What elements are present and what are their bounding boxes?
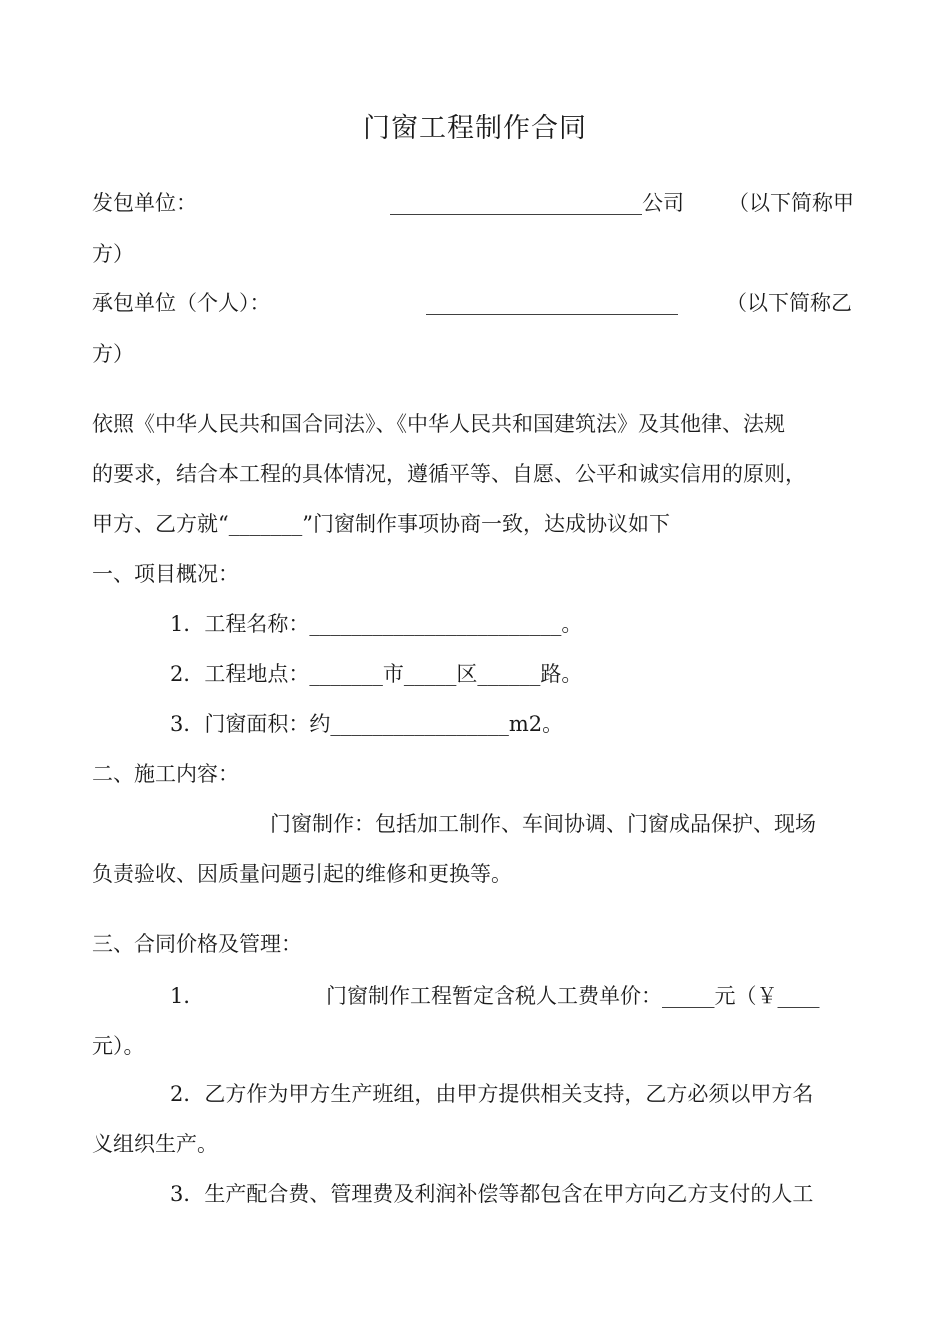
- preamble-line-2: 的要求，结合本工程的具体情况，遵循平等、自愿、公平和诚实信用的原则，: [92, 462, 806, 486]
- section-3-heading: 三、合同价格及管理：: [92, 932, 302, 956]
- party-a-note: （以下简称甲: [728, 191, 854, 215]
- party-b-label: 承包单位（个人）：: [92, 291, 271, 315]
- party-b-blank: ________________________: [426, 291, 678, 315]
- section-3-item-1-wrap: 元）。: [92, 1034, 145, 1058]
- section-2-line-2: 负责验收、因质量问题引起的维修和更换等。: [92, 862, 512, 886]
- preamble-line-1: 依照《中华人民共和国合同法》、《中华人民共和国建筑法》及其他律、法规: [92, 412, 785, 436]
- section-3-item-2-line-2: 义组织生产。: [92, 1132, 218, 1156]
- party-b-note: （以下简称乙: [726, 291, 852, 315]
- section-2-line-1: 门窗制作：包括加工制作、车间协调、门窗成品保护、现场: [270, 812, 816, 836]
- section-3-item-1-text: 门窗制作工程暂定含税人工费单价：_____元（￥____: [326, 984, 820, 1008]
- document-title: 门窗工程制作合同: [363, 113, 587, 144]
- section-3-item-1-number: 1．: [170, 984, 205, 1008]
- section-1-heading: 一、项目概况：: [92, 562, 239, 586]
- section-3-item-3-line-1: 3．生产配合费、管理费及利润补偿等都包含在甲方向乙方支付的人工: [170, 1182, 814, 1206]
- party-b-wrap: 方）: [92, 342, 134, 366]
- section-3-item-2-line-1: 2．乙方作为甲方生产班组，由甲方提供相关支持，乙方必须以甲方名: [170, 1082, 814, 1106]
- section-1-item-2: 2．工程地点：_______市_____区______路。: [170, 662, 583, 686]
- party-a-wrap: 方）: [92, 242, 134, 266]
- section-1-item-1: 1．工程名称：________________________。: [170, 612, 583, 636]
- preamble-line-3: 甲方、乙方就“_______”门窗制作事项协商一致，达成协议如下: [92, 512, 670, 536]
- party-a-label: 发包单位：: [92, 191, 197, 215]
- party-a-blank: ________________________公司: [390, 191, 684, 215]
- section-2-heading: 二、施工内容：: [92, 762, 239, 786]
- section-1-item-3: 3．门窗面积：约_________________m2。: [170, 712, 564, 736]
